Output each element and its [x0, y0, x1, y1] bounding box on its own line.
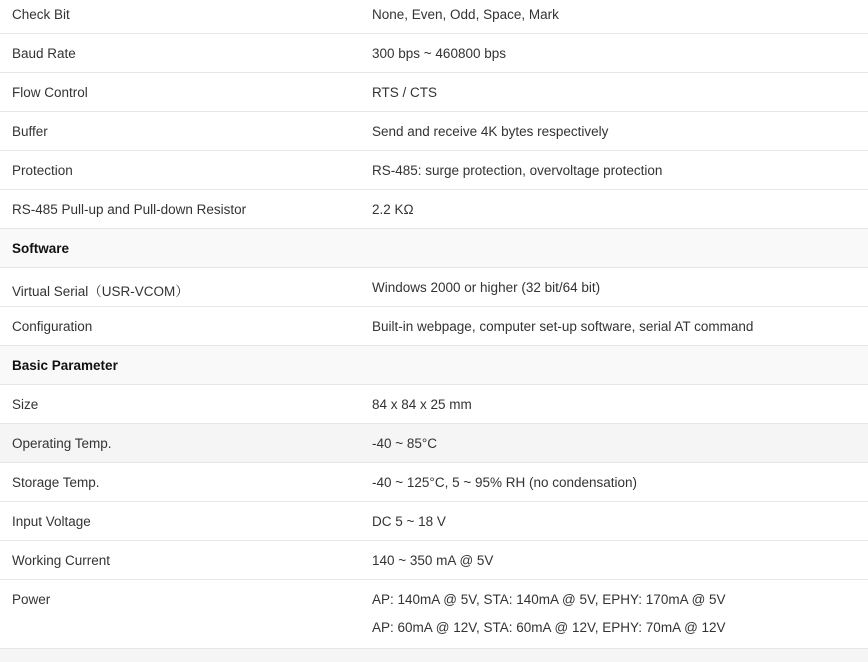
spec-label: Protection [12, 163, 73, 178]
spec-label: RS-485 Pull-up and Pull-down Resistor [12, 202, 247, 217]
spec-label: Working Current [12, 553, 111, 568]
spec-label: Buffer [12, 124, 48, 139]
spec-label: Baud Rate [12, 46, 76, 61]
spec-row-protection [0, 151, 868, 190]
spec-label: Check Bit [12, 7, 70, 22]
spec-label: Operating Temp. [12, 436, 112, 451]
spec-value: RTS / CTS [372, 85, 438, 100]
spec-value: Built-in webpage, computer set-up software, serial AT command [372, 319, 754, 334]
spec-value: 84 x 84 x 25 mm [372, 397, 472, 412]
spec-row-operating-temp [0, 424, 868, 463]
spec-row-check-bit [0, 0, 868, 34]
spec-label: Configuration [12, 319, 93, 334]
spec-row-buffer [0, 112, 868, 151]
spec-row-input-voltage [0, 502, 868, 541]
spec-row-flow-control [0, 73, 868, 112]
spec-row-baud-rate [0, 34, 868, 73]
spec-row-resistor [0, 190, 868, 229]
section-header-basic-parameter [0, 346, 868, 385]
spec-value: Windows 2000 or higher (32 bit/64 bit) [372, 280, 601, 295]
spec-value-line: AP: 140mA @ 5V, STA: 140mA @ 5V, EPHY: 170mA @ 5V [372, 592, 726, 607]
spec-value: RS-485: surge protection, overvoltage protection [372, 163, 663, 178]
spec-label: Size [12, 397, 39, 412]
spec-value-multiline [372, 592, 726, 648]
spec-label: Virtual Serial（USR-VCOM） [12, 284, 189, 299]
section-header-software [0, 229, 868, 268]
spec-row-size [0, 385, 868, 424]
spec-value-line: AP: 60mA @ 12V, STA: 60mA @ 12V, EPHY: 70mA @ 12V [372, 620, 726, 635]
section-title: Software [12, 241, 70, 256]
spec-label: Input Voltage [12, 514, 91, 529]
spec-value: 140 ~ 350 mA @ 5V [372, 553, 494, 568]
spec-value: -40 ~ 85°C [372, 436, 438, 451]
spec-value: Send and receive 4K bytes respectively [372, 124, 609, 139]
spec-row-storage-temp [0, 463, 868, 502]
spec-value: DC 5 ~ 18 V [372, 514, 446, 529]
spec-label: Flow Control [12, 85, 88, 100]
spec-value: -40 ~ 125°C, 5 ~ 95% RH (no condensation) [372, 475, 638, 490]
spec-label: Storage Temp. [12, 475, 100, 490]
spec-label: Power [12, 592, 51, 607]
spec-value: None, Even, Odd, Space, Mark [372, 7, 559, 22]
table-footer-strip [0, 649, 868, 662]
spec-row-configuration [0, 307, 868, 346]
spec-value: 300 bps ~ 460800 bps [372, 46, 506, 61]
spec-value: 2.2 KΩ [372, 202, 414, 217]
spec-row-working-current [0, 541, 868, 580]
spec-row-virtual-serial [0, 268, 868, 307]
section-title: Basic Parameter [12, 358, 118, 373]
spec-row-power [0, 580, 868, 649]
